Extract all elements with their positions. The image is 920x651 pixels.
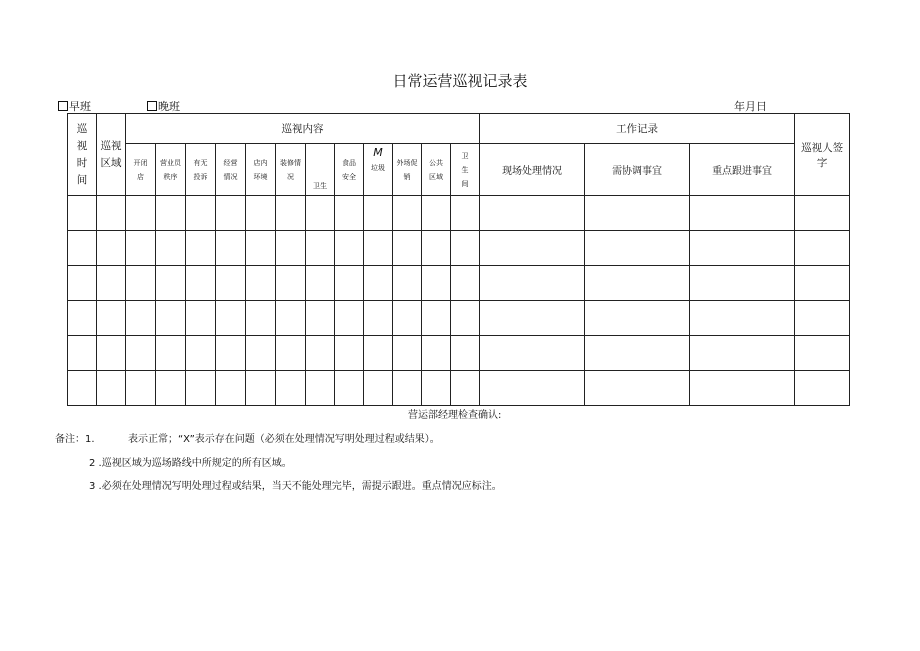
table-cell[interactable] (306, 336, 335, 371)
table-cell[interactable] (480, 231, 585, 266)
table-cell[interactable] (690, 266, 795, 301)
table-cell[interactable] (156, 371, 186, 406)
table-cell[interactable] (246, 266, 276, 301)
table-cell[interactable] (690, 371, 795, 406)
table-cell[interactable] (186, 371, 216, 406)
note-item-2: 2 .巡视区域为巡场路线中所规定的所有区域。 (89, 458, 292, 469)
col-public-area: 公共 区域 (422, 144, 451, 196)
table-cell[interactable] (451, 266, 480, 301)
table-cell[interactable] (585, 231, 690, 266)
col-open-close: 开闭 店 (126, 144, 156, 196)
table-cell[interactable] (68, 231, 97, 266)
table-cell[interactable] (186, 301, 216, 336)
col-complaints: 有无 投诉 (186, 144, 216, 196)
header-patrol-time: 巡 视 时 间 (68, 114, 97, 196)
table-cell[interactable] (276, 371, 306, 406)
table-cell[interactable] (156, 196, 186, 231)
table-cell[interactable] (156, 231, 186, 266)
header-row-2 (68, 144, 850, 196)
table-cell[interactable] (451, 301, 480, 336)
table-cell[interactable] (246, 371, 276, 406)
table-cell[interactable] (335, 336, 364, 371)
table-cell[interactable] (186, 196, 216, 231)
table-cell[interactable] (393, 196, 422, 231)
table-cell[interactable] (97, 301, 126, 336)
table-cell[interactable] (451, 336, 480, 371)
table-cell[interactable] (186, 266, 216, 301)
table-cell[interactable] (216, 336, 246, 371)
table-cell[interactable] (690, 196, 795, 231)
table-cell[interactable] (126, 336, 156, 371)
table-cell[interactable] (126, 371, 156, 406)
table-cell[interactable] (585, 196, 690, 231)
col-onsite-handling: 现场处理情况 (480, 144, 585, 196)
table-cell[interactable] (393, 301, 422, 336)
checkbox-square[interactable] (147, 101, 157, 111)
table-cell[interactable] (276, 301, 306, 336)
table-cell[interactable] (480, 196, 585, 231)
table-cell[interactable] (126, 196, 156, 231)
table-cell[interactable] (306, 266, 335, 301)
table-cell[interactable] (276, 231, 306, 266)
table-cell[interactable] (393, 266, 422, 301)
table-cell[interactable] (126, 301, 156, 336)
table-cell[interactable] (393, 371, 422, 406)
header-work-record: 工作记录 (480, 114, 795, 144)
manager-confirmation-label: 营运部经理检查确认: (408, 410, 502, 421)
table-cell[interactable] (246, 301, 276, 336)
table-cell[interactable] (246, 231, 276, 266)
table-cell[interactable] (186, 231, 216, 266)
table-cell[interactable] (97, 371, 126, 406)
table-cell[interactable] (156, 301, 186, 336)
table-cell[interactable] (186, 336, 216, 371)
header-signature: 巡视人签 字 (795, 114, 850, 196)
table-cell[interactable] (422, 301, 451, 336)
col-garbage: M 垃圾 (364, 144, 393, 196)
table-cell[interactable] (690, 336, 795, 371)
table-cell[interactable] (97, 196, 126, 231)
col-hygiene: 卫生 (306, 144, 335, 196)
col-decoration: 装修情 况 (276, 144, 306, 196)
table-cell[interactable] (156, 266, 186, 301)
table-cell[interactable] (97, 266, 126, 301)
table-cell[interactable] (795, 371, 850, 406)
table-cell[interactable] (585, 336, 690, 371)
table-cell[interactable] (276, 336, 306, 371)
table-cell[interactable] (68, 266, 97, 301)
table-cell[interactable] (335, 301, 364, 336)
col-food-safety: 食品 安全 (335, 144, 364, 196)
table-cell[interactable] (364, 196, 393, 231)
table-cell[interactable] (451, 371, 480, 406)
table-cell[interactable] (216, 371, 246, 406)
table-cell[interactable] (335, 231, 364, 266)
table-cell[interactable] (364, 231, 393, 266)
table-cell[interactable] (364, 336, 393, 371)
table-cell[interactable] (306, 231, 335, 266)
table-cell[interactable] (393, 231, 422, 266)
table-cell[interactable] (276, 266, 306, 301)
table-cell[interactable] (246, 336, 276, 371)
table-row (68, 196, 850, 231)
table-cell[interactable] (451, 196, 480, 231)
table-cell[interactable] (585, 371, 690, 406)
table-cell[interactable] (306, 196, 335, 231)
table-cell[interactable] (480, 266, 585, 301)
table-cell[interactable] (364, 371, 393, 406)
table-cell[interactable] (480, 301, 585, 336)
table-cell[interactable] (246, 196, 276, 231)
table-cell[interactable] (335, 266, 364, 301)
table-cell[interactable] (422, 231, 451, 266)
table-cell[interactable] (97, 231, 126, 266)
table-cell[interactable] (690, 231, 795, 266)
note-item-1: 表示正常；“X”表示存在问题（必须在处理情况写明处理过程或结果）。 (128, 434, 440, 445)
table-cell[interactable] (585, 301, 690, 336)
table-cell[interactable] (690, 301, 795, 336)
morning-shift-label: 早班 (69, 100, 91, 113)
table-cell[interactable] (335, 371, 364, 406)
table-cell[interactable] (126, 231, 156, 266)
patrol-record-table (67, 113, 850, 406)
table-cell[interactable] (451, 231, 480, 266)
table-cell[interactable] (480, 336, 585, 371)
table-row (68, 266, 850, 301)
col-store-environment: 店内 环境 (246, 144, 276, 196)
table-cell[interactable] (422, 371, 451, 406)
table-cell[interactable] (422, 266, 451, 301)
page-title: 日常运营巡视记录表 (392, 72, 528, 90)
table-cell[interactable] (216, 266, 246, 301)
morning-shift-checkbox[interactable] (58, 98, 91, 114)
table-cell[interactable] (422, 336, 451, 371)
table-cell[interactable] (68, 301, 97, 336)
header-patrol-content: 巡视内容 (126, 114, 480, 144)
table-cell[interactable] (795, 301, 850, 336)
table-row (68, 231, 850, 266)
table-row (68, 301, 850, 336)
table-cell[interactable] (795, 336, 850, 371)
col-outdoor-promotion: 外场促 销 (393, 144, 422, 196)
table-cell[interactable] (335, 196, 364, 231)
header-patrol-area: 巡视 区域 (97, 114, 126, 196)
table-cell[interactable] (68, 196, 97, 231)
table-cell[interactable] (216, 231, 246, 266)
table-cell[interactable] (585, 266, 690, 301)
table-cell[interactable] (306, 301, 335, 336)
table-cell[interactable] (393, 336, 422, 371)
notes-label: 备注：1. (55, 434, 95, 445)
table-cell[interactable] (795, 196, 850, 231)
table-cell[interactable] (306, 371, 335, 406)
col-key-follow-up: 重点跟进事宜 (690, 144, 795, 196)
table-cell[interactable] (276, 196, 306, 231)
col-coordination: 需协调事宜 (585, 144, 690, 196)
table-cell[interactable] (216, 301, 246, 336)
checkbox-square[interactable] (58, 101, 68, 111)
table-cell[interactable] (156, 336, 186, 371)
table-cell[interactable] (480, 371, 585, 406)
col-staff-order: 营业员 秩序 (156, 144, 186, 196)
table-cell[interactable] (795, 231, 850, 266)
col-restroom: 卫 生 间 (451, 144, 480, 196)
evening-shift-label: 晚班 (158, 100, 180, 113)
header-row-1 (68, 114, 850, 144)
table-cell[interactable] (795, 266, 850, 301)
col-operation: 经营 情况 (216, 144, 246, 196)
note-item-3: 3 .必须在处理情况写明处理过程或结果，当天不能处理完毕，需提示跟进。重点情况应标注。 (89, 481, 502, 492)
date-field-label: 年月日 (734, 100, 767, 113)
table-cell[interactable] (97, 336, 126, 371)
table-cell[interactable] (68, 336, 97, 371)
evening-shift-checkbox[interactable] (147, 98, 180, 114)
table-cell[interactable] (364, 301, 393, 336)
table-cell[interactable] (68, 371, 97, 406)
table-row (68, 336, 850, 371)
table-cell[interactable] (126, 266, 156, 301)
table-row (68, 371, 850, 406)
table-cell[interactable] (364, 266, 393, 301)
table-cell[interactable] (216, 196, 246, 231)
table-cell[interactable] (422, 196, 451, 231)
